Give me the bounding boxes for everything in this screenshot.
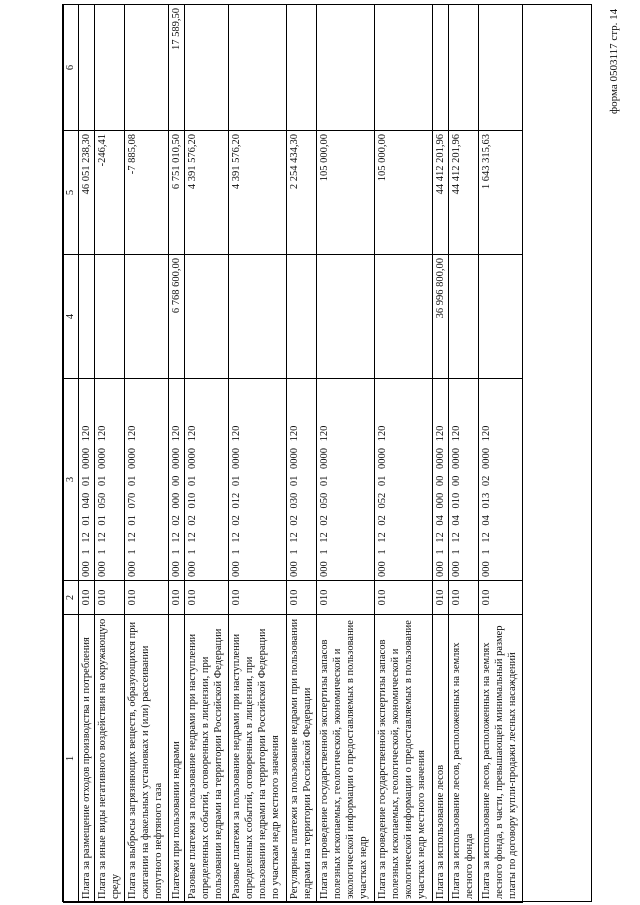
- row-name: Плата за использование лесов, расположенных на землях лесного фонда, в части, превышающей минимальный размер платы по договору купли-продажи лесных насаждений: [479, 615, 523, 903]
- budget-classification-code: 000 1 12 02 010 01 0000 120: [185, 379, 229, 581]
- column-number: 6: [64, 5, 79, 131]
- column-number: 3: [64, 379, 79, 581]
- row-name: Разовые платежи за пользование недрами при наступлении определенных событий, оговоренных в лицензии, при пользовании недрами на территории Российской Федерации по участкам недр местного значения: [229, 615, 287, 903]
- executed-amount: 44 412 201,96: [449, 131, 479, 255]
- row-name: Плата за использование лесов, расположенных на землях лесного фонда: [449, 615, 479, 903]
- approved-amount: 36 996 800,00: [433, 255, 449, 379]
- budget-classification-code: 000 1 12 04 010 00 0000 120: [449, 379, 479, 581]
- executed-amount: -7 885,08: [125, 131, 169, 255]
- unexecuted-amount: [229, 5, 287, 131]
- form-header: [602, 0, 640, 905]
- executed-amount: 44 412 201,96: [433, 131, 449, 255]
- executed-amount: -246,41: [95, 131, 125, 255]
- unexecuted-amount: [479, 5, 523, 131]
- approved-amount: [375, 255, 433, 379]
- table-row: [287, 5, 317, 903]
- executed-amount: 6 751 010,50: [169, 131, 185, 255]
- column-number-row: [64, 5, 79, 903]
- executed-amount: 2 254 434,30: [287, 131, 317, 255]
- unexecuted-amount: [317, 5, 375, 131]
- table-row: [79, 5, 95, 903]
- executed-amount: 46 051 238,30: [79, 131, 95, 255]
- executed-amount: 105 000,00: [375, 131, 433, 255]
- column-number: 2: [64, 581, 79, 615]
- budget-classification-code: 000 1 12 02 012 01 0000 120: [229, 379, 287, 581]
- row-name: Плата за проведение государственной экспертизы запасов полезных ископаемых, геологической, экономической и экологической информации о предоставляемых в пользование участках недр местного значения: [375, 615, 433, 903]
- unexecuted-amount: [449, 5, 479, 131]
- row-code: 010: [317, 581, 375, 615]
- executed-amount: 1 643 315,63: [479, 131, 523, 255]
- unexecuted-amount: [185, 5, 229, 131]
- table-row: [317, 5, 375, 903]
- approved-amount: 6 768 600,00: [169, 255, 185, 379]
- table-row: [95, 5, 125, 903]
- budget-classification-code: 000 1 12 02 000 00 0000 120: [169, 379, 185, 581]
- row-code: 010: [95, 581, 125, 615]
- budget-classification-code: 000 1 12 02 030 01 0000 120: [287, 379, 317, 581]
- budget-classification-code: 000 1 12 02 052 01 0000 120: [375, 379, 433, 581]
- column-number: 1: [64, 615, 79, 903]
- budget-classification-code: 000 1 12 04 013 02 0000 120: [479, 379, 523, 581]
- unexecuted-amount: [125, 5, 169, 131]
- approved-amount: [95, 255, 125, 379]
- income-table: [63, 4, 523, 903]
- unexecuted-amount: [95, 5, 125, 131]
- approved-amount: [479, 255, 523, 379]
- unexecuted-amount: 17 589,50: [169, 5, 185, 131]
- unexecuted-amount: [375, 5, 433, 131]
- row-code: 010: [449, 581, 479, 615]
- row-code: 010: [79, 581, 95, 615]
- table-row: [185, 5, 229, 903]
- row-code: 010: [375, 581, 433, 615]
- rotated-table-wrapper: [63, 5, 593, 903]
- row-name: Плата за проведение государственной экспертизы запасов полезных ископаемых, геологической, экономической и экологической информации о предоставляемых в пользование участках недр: [317, 615, 375, 903]
- row-code: 010: [479, 581, 523, 615]
- budget-classification-code: 000 1 12 04 000 00 0000 120: [433, 379, 449, 581]
- row-name: Разовые платежи за пользование недрами при наступлении определенных событий, оговоренных в лицензии, при пользовании недрами на территории Российской Федерации: [185, 615, 229, 903]
- row-code: 010: [169, 581, 185, 615]
- row-code: 010: [287, 581, 317, 615]
- budget-classification-code: 000 1 12 01 050 01 0000 120: [95, 379, 125, 581]
- table-row: [169, 5, 185, 903]
- budget-classification-code: 000 1 12 01 070 01 0000 120: [125, 379, 169, 581]
- approved-amount: [317, 255, 375, 379]
- approved-amount: [79, 255, 95, 379]
- form-label: форма 0503117 стр. 14: [608, 8, 620, 114]
- row-code: 010: [229, 581, 287, 615]
- row-code: 010: [433, 581, 449, 615]
- column-number: 4: [64, 255, 79, 379]
- budget-classification-code: 000 1 12 01 040 01 0000 120: [79, 379, 95, 581]
- unexecuted-amount: [433, 5, 449, 131]
- row-code: 010: [125, 581, 169, 615]
- approved-amount: [449, 255, 479, 379]
- approved-amount: [229, 255, 287, 379]
- budget-classification-code: 000 1 12 02 050 01 0000 120: [317, 379, 375, 581]
- row-name: Плата за размещение отходов производства и потребления: [79, 615, 95, 903]
- unexecuted-amount: [287, 5, 317, 131]
- row-name: Плата за выбросы загрязняющих веществ, образующихся при сжигании на факельных установках и (или) рассеивании попутного нефтяного газа: [125, 615, 169, 903]
- approved-amount: [185, 255, 229, 379]
- row-name: Регулярные платежи за пользование недрами при пользовании недрами на территории Российской Федерации: [287, 615, 317, 903]
- table-row: [433, 5, 449, 903]
- unexecuted-amount: [79, 5, 95, 131]
- table-row: [125, 5, 169, 903]
- report-sheet: [62, 4, 592, 902]
- executed-amount: 4 391 576,20: [185, 131, 229, 255]
- executed-amount: 4 391 576,20: [229, 131, 287, 255]
- executed-amount: 105 000,00: [317, 131, 375, 255]
- row-name: Платежи при пользовании недрами: [169, 615, 185, 903]
- row-code: 010: [185, 581, 229, 615]
- approved-amount: [287, 255, 317, 379]
- table-row: [449, 5, 479, 903]
- column-number: 5: [64, 131, 79, 255]
- table-row: [479, 5, 523, 903]
- table-row: [375, 5, 433, 903]
- row-name: Плата за иные виды негативного воздействия на окружающую среду: [95, 615, 125, 903]
- table-row: [229, 5, 287, 903]
- approved-amount: [125, 255, 169, 379]
- row-name: Плата за использование лесов: [433, 615, 449, 903]
